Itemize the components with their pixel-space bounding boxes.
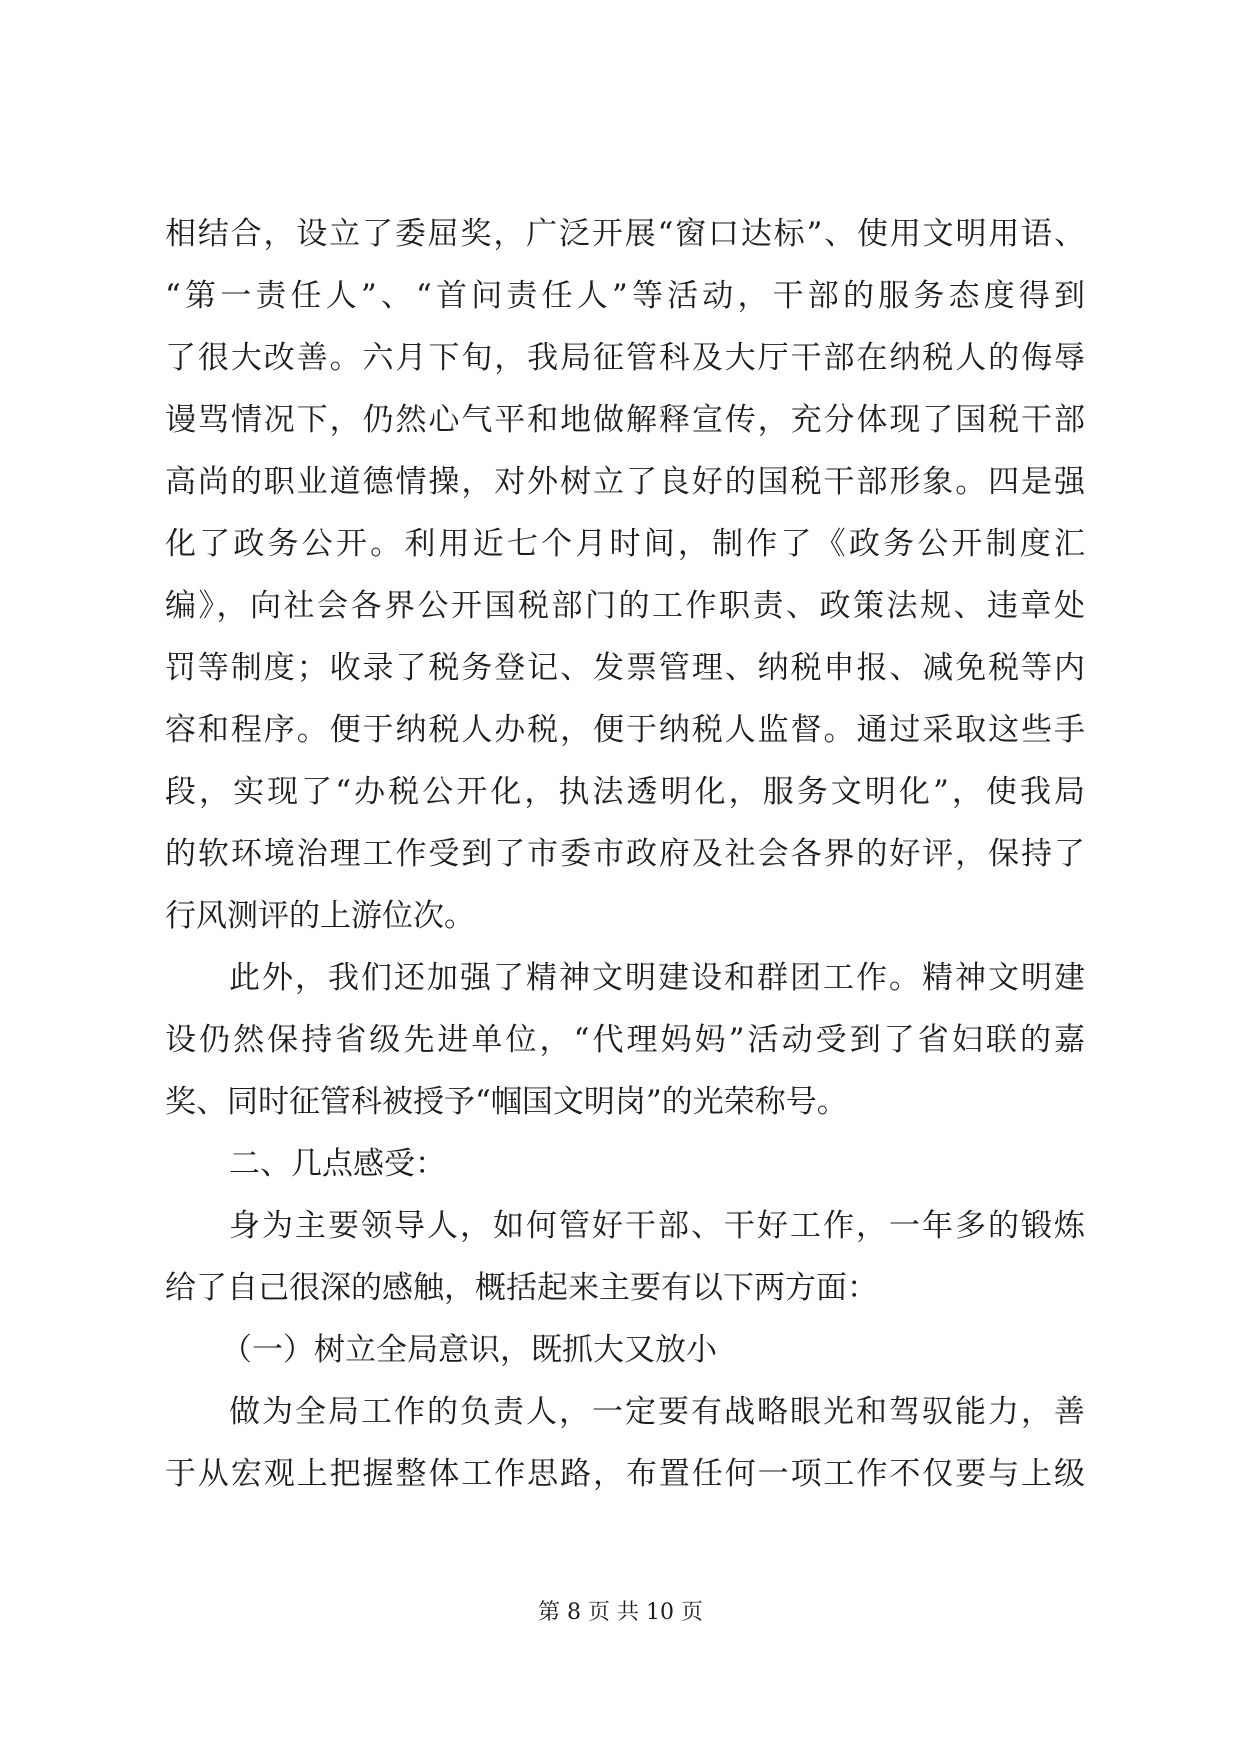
text-line: 容和程序。便于纳税人办税，便于纳税人监督。通过采取这些手	[165, 712, 1085, 748]
subsection-heading: （一）树立全局意识，既抓大又放小	[221, 1332, 717, 1368]
text-line: 编》，向社会各界公开国税部门的工作职责、政策法规、违章处	[165, 588, 1085, 624]
page-footer	[0, 1595, 1241, 1626]
text-line: 做为全局工作的负责人，一定要有战略眼光和驾驭能力，善	[229, 1394, 1085, 1430]
text-line: 段，实现了“办税公开化，执法透明化，服务文明化”，使我局	[165, 774, 1085, 810]
page-number: 第 8 页 共 10 页	[538, 1600, 703, 1625]
text-line: 罚等制度；收录了税务登记、发票管理、纳税申报、减免税等内	[165, 650, 1085, 686]
text-line: 高尚的职业道德情操，对外树立了良好的国税干部形象。四是强	[165, 464, 1085, 500]
text-line: 化了政务公开。利用近七个月时间，制作了《政务公开制度汇	[165, 526, 1085, 562]
text-line: 相结合，设立了委屈奖，广泛开展“窗口达标”、使用文明用语、	[165, 216, 1085, 252]
text-line: 行风测评的上游位次。	[165, 898, 475, 934]
text-line: 的软环境治理工作受到了市委市政府及社会各界的好评，保持了	[165, 836, 1085, 872]
text-line: 谩骂情况下，仍然心气平和地做解释宣传，充分体现了国税干部	[165, 402, 1085, 438]
text-line: 了很大改善。六月下旬，我局征管科及大厅干部在纳税人的侮辱	[165, 340, 1085, 376]
text-line: 给了自己很深的感触，概括起来主要有以下两方面：	[165, 1270, 878, 1306]
body-text	[165, 203, 1085, 1505]
text-line: 于从宏观上把握整体工作思路，布置任何一项工作不仅要与上级	[165, 1456, 1085, 1492]
text-line: 设仍然保持省级先进单位，“代理妈妈”活动受到了省妇联的嘉	[165, 1022, 1085, 1058]
text-line: “第一责任人”、“首问责任人”等活动，干部的服务态度得到	[165, 278, 1085, 314]
text-line: 此外，我们还加强了精神文明建设和群团工作。精神文明建	[229, 960, 1085, 996]
section-heading: 二、几点感受：	[229, 1146, 446, 1182]
text-line: 身为主要领导人，如何管好干部、干好工作，一年多的锻炼	[229, 1208, 1085, 1244]
text-line: 奖、同时征管科被授予“帼国文明岗”的光荣称号。	[165, 1084, 848, 1120]
